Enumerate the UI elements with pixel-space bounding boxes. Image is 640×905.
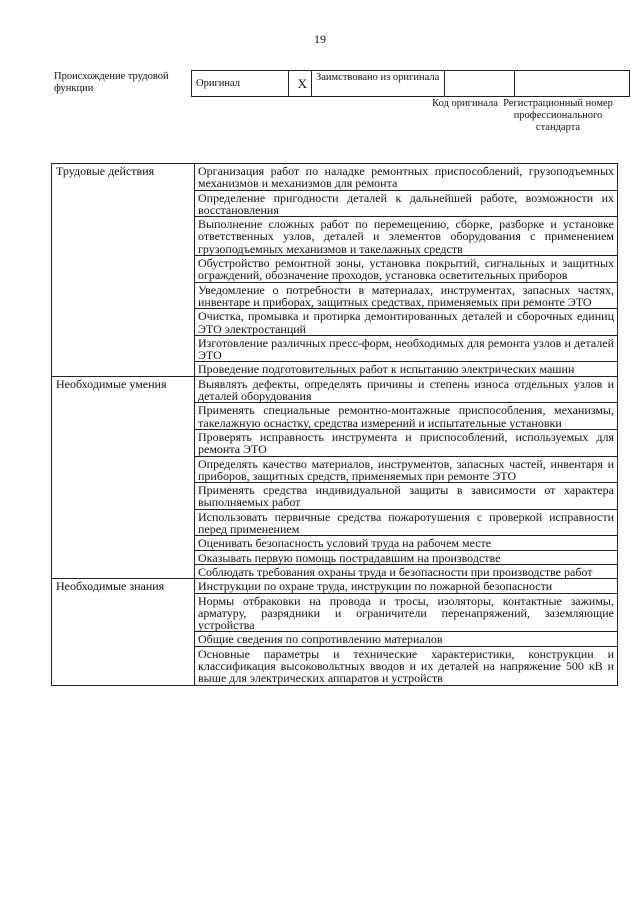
origin-table	[191, 70, 630, 97]
section-title: Необходимые умения	[52, 376, 195, 578]
section-item: Общие сведения по сопротивлению материалов	[195, 632, 618, 646]
origin-regnum-cell	[515, 71, 630, 97]
section-item: Нормы отбраковки на провода и тросы, изоляторы, контактные зажимы, арматуру, разрядники и ограничители перенапряжений, заземляющие устройства	[195, 593, 618, 632]
section-item: Инструкции по охране труда, инструкции по пожарной безопасности	[195, 579, 618, 593]
section-item: Определение пригодности деталей к дальнейшей работе, возможности их восстановления	[195, 190, 618, 217]
section-item: Определять качество материалов, инструментов, запасных частей, инвентаря и приборов, защитных средств, применяемых при ремонте ЭТО	[195, 456, 618, 483]
section-item: Основные параметры и технические характеристики, конструкции и классификация высоковольтных вводов и их деталей на напряжение 500 кВ и выше для электрических аппаратов и устройств	[195, 646, 618, 685]
reg-caption: Регистрационный номер профессионального стандарта	[503, 98, 613, 133]
section-item: Очистка, промывка и протирка демонтированных деталей и сборочных единиц ЭТО электростанций	[195, 309, 618, 336]
section-item: Оказывать первую помощь пострадавшим на производстве	[195, 550, 618, 564]
table-row	[52, 579, 618, 593]
section-item: Проверять исправность инструмента и приспособлений, используемых для ремонта ЭТО	[195, 429, 618, 456]
section-item: Выявлять дефекты, определять причины и степень износа отдельных узлов и деталей оборудования	[195, 376, 618, 403]
section-item: Оценивать безопасность условий труда на рабочем месте	[195, 536, 618, 550]
code-caption: Код оригинала	[432, 98, 498, 109]
functions-table-body	[52, 164, 618, 686]
section-item: Применять специальные ремонтно-монтажные приспособления, механизмы, такелажную оснастку, средства измерений и испытательные установки	[195, 403, 618, 430]
section-item: Организация работ по наладке ремонтных приспособлений, грузоподъемных механизмов и механизмов для ремонта	[195, 164, 618, 191]
origin-original-cell: Оригинал	[192, 71, 289, 97]
page-number: 19	[314, 32, 326, 46]
origin-borrowed-cell: Заимствовано из оригинала	[312, 71, 445, 97]
origin-mark: X	[289, 71, 312, 97]
section-item: Применять средства индивидуальной защиты в зависимости от характера выполняемых работ	[195, 483, 618, 510]
section-item: Изготовление различных пресс-форм, необходимых для ремонта узлов и деталей ЭТО	[195, 335, 618, 362]
section-title: Трудовые действия	[52, 164, 195, 377]
section-item: Проведение подготовительных работ к испытанию электрических машин	[195, 362, 618, 376]
origin-label: Происхождение трудовой функции	[54, 71, 169, 94]
functions-table	[51, 163, 618, 686]
section-item: Обустройство ремонтной зоны, установка покрытий, сигнальных и защитных ограждений, обозначение проходов, установка осветительных приборов	[195, 256, 618, 283]
section-item: Уведомление о потребности в материалах, инструментах, запасных частях, инвентаре и приборах, защитных средствах, применяемых при ремонте ЭТО	[195, 282, 618, 309]
table-row	[52, 376, 618, 403]
section-item: Использовать первичные средства пожаротушения с проверкой исправности перед применением	[195, 509, 618, 536]
section-item: Выполнение сложных работ по перемещению, сборке, разборке и установке ответственных узлов, деталей и элементов оборудования с применением грузоподъемных механизмов и такелажных средств	[195, 217, 618, 256]
section-item: Соблюдать требования охраны труда и безопасности при производстве работ	[195, 564, 618, 578]
origin-code-cell	[445, 71, 515, 97]
table-row	[52, 164, 618, 191]
section-title: Необходимые знания	[52, 579, 195, 685]
